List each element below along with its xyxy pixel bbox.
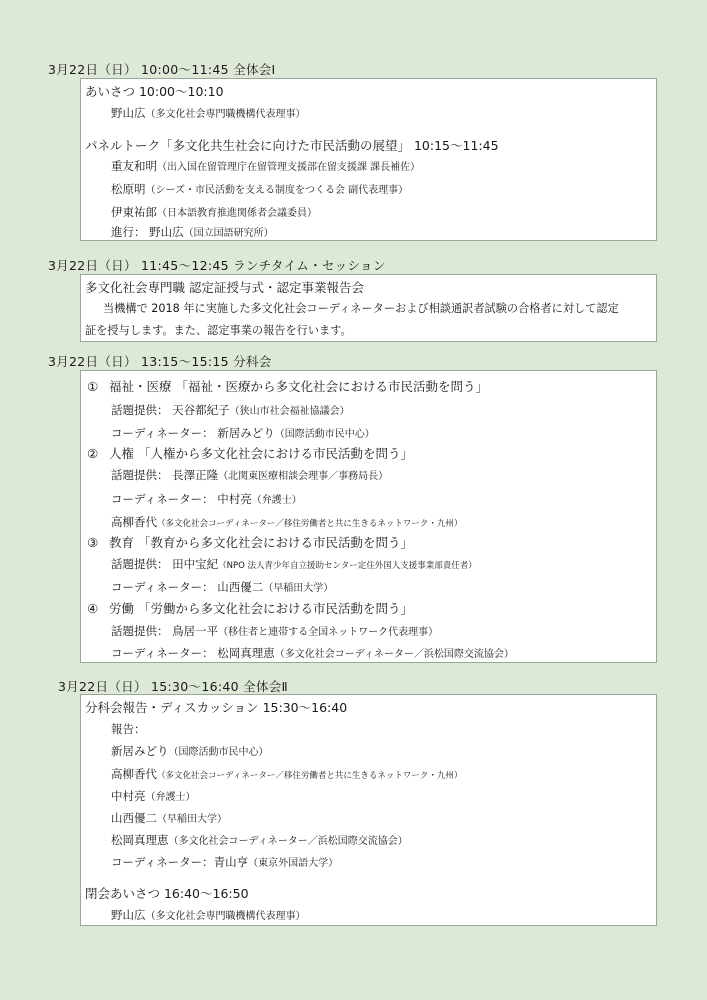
workshop-2-title [87, 444, 413, 462]
ceremony-description-2: 証を授与します。また、認定事業の報告を行います。 [85, 324, 352, 337]
reporter-affiliation: （弁護士） [145, 792, 196, 803]
workshop-row [111, 579, 333, 595]
section-3-box [80, 370, 657, 663]
reporter-name: コーディネーター：青山亨 [111, 855, 249, 869]
speaker-affiliation: （多文化社会専門職機構代表理事） [145, 911, 306, 922]
row-label: 話題提供： 長澤正隆 [111, 468, 219, 482]
row-affiliation: （NPO 法人青少年自立援助センター定住外国人支援事業部責任者） [218, 561, 477, 571]
member-affiliation: （日本語教育推進関係者会議委員） [157, 208, 317, 219]
section-4-box [80, 694, 657, 926]
reporter [111, 788, 196, 804]
workshop-row [111, 425, 375, 441]
closing-title: 閉会あいさつ 16:40～16:50 [85, 886, 249, 901]
reporter-name: 松岡真理恵 [111, 833, 169, 847]
row-affiliation: （狭山市社会福祉協議会） [229, 406, 350, 417]
workshop-row [111, 556, 477, 572]
row-affiliation: （多文化社会コーディネーター／浜松国際交流協会） [274, 649, 514, 660]
section-4-header: 3月22日（日） 15:30～16:40 全体会Ⅱ [58, 679, 289, 694]
workshop-row [111, 402, 350, 418]
greeting-title: あいさつ 10:00～10:10 [85, 84, 224, 99]
panel-title: パネルトーク「多文化共生社会に向けた市民活動の展望」 10:15～11:45 [85, 138, 499, 153]
row-label: コーディネーター： 山西優二 [111, 580, 264, 594]
workshop-row [111, 491, 302, 507]
reporter-affiliation: （国際活動市民中心） [168, 747, 269, 758]
panel-member [111, 158, 420, 174]
row-label: 高柳香代 [111, 515, 157, 529]
panel-moderator [111, 224, 274, 240]
panel-member [111, 181, 408, 197]
workshop-row [111, 514, 462, 530]
section-2-box [80, 274, 657, 342]
workshop-number: ② [87, 446, 99, 461]
closing-speaker [111, 907, 306, 923]
workshop-3-title [87, 533, 413, 551]
reporter-name: 山西優二 [111, 811, 157, 825]
row-label: 話題提供： 鳥居一平 [111, 624, 219, 638]
ceremony-description-1: 当機構で 2018 年に実施した多文化社会コーディネーターおよび相談通訳者試験の合格者に対して認定 [103, 302, 619, 315]
workshop-theme: 福祉・医療 「福祉・医療から多文化社会における市民活動を問う」 [109, 379, 488, 394]
workshop-theme: 教育 「教育から多文化社会における市民活動を問う」 [109, 535, 413, 550]
reporter-name: 新居みどり [111, 744, 169, 758]
workshop-1-title [87, 377, 488, 395]
workshop-theme: 人権 「人権から多文化社会における市民活動を問う」 [109, 446, 413, 461]
reporter [111, 810, 227, 826]
member-affiliation: （出入国在留管理庁在留管理支援部在留支援課 課長補佐） [157, 162, 421, 173]
member-affiliation: （シーズ・市民活動を支える制度をつくる会 副代表理事） [145, 185, 409, 196]
speaker-affiliation: （多文化社会専門職機構代表理事） [145, 109, 306, 120]
reporter [111, 854, 338, 870]
panel-member [111, 204, 317, 220]
row-label: コーディネーター： 松岡真理恵 [111, 646, 275, 660]
reporter [111, 832, 408, 848]
ceremony-title: 多文化社会専門職 認定証授与式・認定事業報告会 [85, 280, 364, 295]
member-name: 重友和明 [111, 159, 157, 173]
member-name: 進行： 野山広 [111, 225, 184, 239]
row-affiliation: （移住者と連帯する全国ネットワーク代表理事） [218, 627, 439, 638]
row-affiliation: （国際活動市民中心） [274, 429, 375, 440]
speaker-name: 野山広 [111, 106, 146, 120]
reporter-affiliation: （早稲田大学） [157, 814, 227, 825]
row-label: コーディネーター： 中村亮 [111, 492, 252, 506]
workshop-number: ③ [87, 535, 99, 550]
reporter [111, 766, 462, 782]
reporter-affiliation: （東京外国語大学） [248, 858, 339, 869]
row-affiliation: （多文化社会コーディネーター／移住労働者と共に生きるネットワーク・九州） [157, 519, 463, 529]
row-label: コーディネーター： 新居みどり [111, 426, 275, 440]
member-affiliation: （国立国語研究所） [183, 228, 274, 239]
speaker-name: 野山広 [111, 908, 146, 922]
member-name: 松原明 [111, 182, 146, 196]
row-label: 話題提供： 田中宝紀 [111, 557, 219, 571]
row-affiliation: （早稲田大学） [263, 583, 334, 594]
workshop-row [111, 623, 438, 639]
section-1-box [80, 78, 657, 241]
greeting-speaker [111, 105, 306, 121]
workshop-4-title [87, 599, 413, 617]
reporter-affiliation: （多文化社会コーディネーター／移住労働者と共に生きるネットワーク・九州） [157, 771, 463, 781]
workshop-row [111, 467, 388, 483]
row-label: 話題提供： 天谷都紀子 [111, 403, 230, 417]
workshop-row [111, 645, 514, 661]
row-affiliation: （北関東医療相談会理事／事務局長） [218, 471, 389, 482]
reporter-name: 中村亮 [111, 789, 146, 803]
report-label: 報告： [111, 722, 146, 736]
section-3-header: 3月22日（日） 13:15～15:15 分科会 [48, 354, 272, 369]
workshop-number: ① [87, 379, 99, 394]
discussion-title: 分科会報告・ディスカッション 15:30～16:40 [85, 700, 348, 715]
member-name: 伊東祐郎 [111, 205, 157, 219]
reporter [111, 743, 269, 759]
section-1-header: 3月22日（日） 10:00～11:45 全体会Ⅰ [48, 62, 276, 77]
reporter-name: 高柳香代 [111, 767, 157, 781]
workshop-theme: 労働 「労働から多文化社会における市民活動を問う」 [109, 601, 413, 616]
reporter-affiliation: （多文化社会コーディネーター／浜松国際交流協会） [168, 836, 408, 847]
workshop-number: ④ [87, 601, 99, 616]
section-2-header: 3月22日（日） 11:45～12:45 ランチタイム・セッション [48, 258, 386, 273]
row-affiliation: （弁護士） [251, 495, 302, 506]
